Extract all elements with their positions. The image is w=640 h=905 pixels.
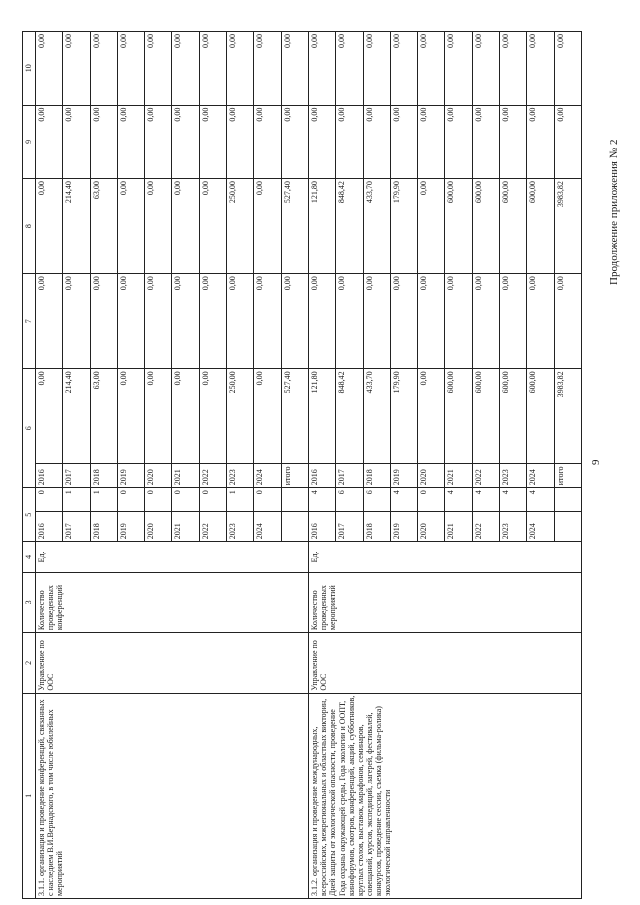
funding-year: 2024 <box>254 464 281 488</box>
regional-budget: 527,40 <box>281 179 308 274</box>
other-sources: 0,00 <box>527 32 554 106</box>
funding-total: 527,40 <box>281 369 308 464</box>
local-budget: 0,00 <box>227 105 254 179</box>
local-budget: 0,00 <box>254 105 281 179</box>
responsible-body: Управление по ООС <box>36 633 309 694</box>
header-cell: 9 <box>23 105 36 179</box>
funding-total: 600,00 <box>527 369 554 464</box>
table-row <box>308 32 335 899</box>
indicator-value: 0 <box>172 488 199 512</box>
funding-total: 600,00 <box>472 369 499 464</box>
regional-budget: 0,00 <box>117 179 144 274</box>
federal-budget: 0,00 <box>500 274 527 369</box>
indicator-year: 2019 <box>117 512 144 542</box>
funding-total: 0,00 <box>172 369 199 464</box>
indicator-year: 2022 <box>199 512 226 542</box>
federal-budget: 0,00 <box>63 274 90 369</box>
federal-budget: 0,00 <box>554 274 581 369</box>
funding-year: 2016 <box>36 464 63 488</box>
header-row <box>23 32 36 899</box>
regional-budget: 0,00 <box>199 179 226 274</box>
federal-budget: 0,00 <box>390 274 417 369</box>
local-budget: 0,00 <box>554 105 581 179</box>
federal-budget: 0,00 <box>336 274 363 369</box>
other-sources: 0,00 <box>63 32 90 106</box>
regional-budget: 0,00 <box>418 179 445 274</box>
indicator-name: Количество проведенных мероприятий <box>308 572 581 633</box>
local-budget: 0,00 <box>418 105 445 179</box>
federal-budget: 0,00 <box>472 274 499 369</box>
local-budget: 0,00 <box>63 105 90 179</box>
funding-total: 600,00 <box>445 369 472 464</box>
funding-year: 2017 <box>336 464 363 488</box>
regional-budget: 0,00 <box>145 179 172 274</box>
funding-total: 3983,82 <box>554 369 581 464</box>
indicator-year: 2016 <box>36 512 63 542</box>
regional-budget: 600,00 <box>472 179 499 274</box>
indicator-value: 1 <box>63 488 90 512</box>
indicator-value: 4 <box>500 488 527 512</box>
federal-budget: 0,00 <box>90 274 117 369</box>
regional-budget: 63,00 <box>90 179 117 274</box>
other-sources: 0,00 <box>227 32 254 106</box>
local-budget: 0,00 <box>500 105 527 179</box>
indicator-name: Количество проведенных конференций <box>36 572 309 633</box>
indicator-year: 2022 <box>472 512 499 542</box>
funding-year: 2022 <box>472 464 499 488</box>
local-budget: 0,00 <box>145 105 172 179</box>
indicator-year: 2017 <box>336 512 363 542</box>
indicator-year: 2019 <box>390 512 417 542</box>
funding-year: 2023 <box>227 464 254 488</box>
funding-year: 2018 <box>363 464 390 488</box>
header-cell: 5 <box>23 488 36 542</box>
local-budget: 0,00 <box>363 105 390 179</box>
local-budget: 0,00 <box>172 105 199 179</box>
regional-budget: 179,90 <box>390 179 417 274</box>
funding-total: 0,00 <box>36 369 63 464</box>
indicator-value: 4 <box>308 488 335 512</box>
other-sources: 0,00 <box>390 32 417 106</box>
funding-year: 2020 <box>418 464 445 488</box>
indicator-year: 2024 <box>527 512 554 542</box>
funding-year: 2020 <box>145 464 172 488</box>
federal-budget: 0,00 <box>281 274 308 369</box>
federal-budget: 0,00 <box>418 274 445 369</box>
indicator-year: 2016 <box>308 512 335 542</box>
funding-total: 63,00 <box>90 369 117 464</box>
header-cell: 8 <box>23 179 36 274</box>
funding-year: 2019 <box>117 464 144 488</box>
funding-total: 433,70 <box>363 369 390 464</box>
local-budget: 0,00 <box>117 105 144 179</box>
indicator-value: 4 <box>527 488 554 512</box>
header-cell: 6 <box>23 369 36 488</box>
regional-budget: 214,40 <box>63 179 90 274</box>
regional-budget: 848,42 <box>336 179 363 274</box>
funding-year: 2017 <box>63 464 90 488</box>
table-row <box>36 32 63 899</box>
indicator-value: 6 <box>363 488 390 512</box>
page-number: 9 <box>590 459 602 465</box>
regional-budget: 250,00 <box>227 179 254 274</box>
federal-budget: 0,00 <box>145 274 172 369</box>
funding-total: 179,90 <box>390 369 417 464</box>
other-sources: 0,00 <box>254 32 281 106</box>
indicator-value: 0 <box>254 488 281 512</box>
unit: Ед. <box>36 542 309 572</box>
funding-year: 2021 <box>172 464 199 488</box>
funding-total: 600,00 <box>500 369 527 464</box>
other-sources: 0,00 <box>554 32 581 106</box>
federal-budget: 0,00 <box>363 274 390 369</box>
funding-total: 0,00 <box>199 369 226 464</box>
local-budget: 0,00 <box>472 105 499 179</box>
total-label: итого <box>554 464 581 488</box>
funding-total: 121,80 <box>308 369 335 464</box>
unit: Ед. <box>308 542 581 572</box>
other-sources: 0,00 <box>445 32 472 106</box>
indicator-year: 2021 <box>445 512 472 542</box>
local-budget: 0,00 <box>527 105 554 179</box>
funding-total: 0,00 <box>418 369 445 464</box>
indicator-value: 1 <box>227 488 254 512</box>
empty-cell <box>281 512 308 542</box>
federal-budget: 0,00 <box>445 274 472 369</box>
continuation-title: Продолжение приложения № 2 <box>608 139 620 285</box>
header-cell: 4 <box>23 542 36 572</box>
program-table <box>22 31 582 899</box>
indicator-year: 2020 <box>145 512 172 542</box>
local-budget: 0,00 <box>445 105 472 179</box>
activity-description: 3.1.1. организация и проведение конференций, связанных с наследием В.И.Вернадского, в том числе юбилейных мероприятий <box>36 693 309 898</box>
federal-budget: 0,00 <box>199 274 226 369</box>
other-sources: 0,00 <box>336 32 363 106</box>
indicator-year: 2018 <box>363 512 390 542</box>
regional-budget: 600,00 <box>527 179 554 274</box>
federal-budget: 0,00 <box>227 274 254 369</box>
empty-cell <box>554 488 581 512</box>
funding-year: 2016 <box>308 464 335 488</box>
indicator-value: 4 <box>472 488 499 512</box>
funding-total: 0,00 <box>145 369 172 464</box>
indicator-year: 2020 <box>418 512 445 542</box>
funding-total: 0,00 <box>254 369 281 464</box>
header-cell: 3 <box>23 572 36 633</box>
indicator-value: 4 <box>390 488 417 512</box>
local-budget: 0,00 <box>36 105 63 179</box>
indicator-value: 1 <box>90 488 117 512</box>
local-budget: 0,00 <box>90 105 117 179</box>
total-label: итого <box>281 464 308 488</box>
indicator-value: 0 <box>199 488 226 512</box>
other-sources: 0,00 <box>117 32 144 106</box>
indicator-value: 0 <box>418 488 445 512</box>
funding-total: 0,00 <box>117 369 144 464</box>
local-budget: 0,00 <box>308 105 335 179</box>
local-budget: 0,00 <box>199 105 226 179</box>
funding-year: 2018 <box>90 464 117 488</box>
header-cell: 1 <box>23 693 36 898</box>
regional-budget: 121,80 <box>308 179 335 274</box>
indicator-year: 2021 <box>172 512 199 542</box>
indicator-value: 0 <box>145 488 172 512</box>
funding-year: 2023 <box>500 464 527 488</box>
federal-budget: 0,00 <box>254 274 281 369</box>
regional-budget: 433,70 <box>363 179 390 274</box>
regional-budget: 3983,82 <box>554 179 581 274</box>
indicator-value: 0 <box>36 488 63 512</box>
header-cell: 2 <box>23 633 36 694</box>
indicator-year: 2023 <box>500 512 527 542</box>
funding-total: 214,40 <box>63 369 90 464</box>
indicator-year: 2024 <box>254 512 281 542</box>
empty-cell <box>554 512 581 542</box>
activity-description: 3.1.2. организация и проведение международных, всероссийских, межрегиональных и областных викторин, Дней защиты от экологической опасности, проведение Года охраны окружающей среды, Года экологии и ООПТ, кинофорумов, смотров, конференций, акций, субботников, круглых столов, выставок, марафонов, семинаров, совещаний, курсов, экспедиций, лагерей, фестивалей, конкурсов, проведение сессии, съемка (фильма-ролика) экологической направленности <box>308 693 581 898</box>
federal-budget: 0,00 <box>172 274 199 369</box>
federal-budget: 0,00 <box>36 274 63 369</box>
other-sources: 0,00 <box>145 32 172 106</box>
responsible-body: Управление по ООС <box>308 633 581 694</box>
indicator-value: 6 <box>336 488 363 512</box>
other-sources: 0,00 <box>500 32 527 106</box>
header-cell: 10 <box>23 32 36 106</box>
regional-budget: 600,00 <box>500 179 527 274</box>
other-sources: 0,00 <box>199 32 226 106</box>
indicator-value: 0 <box>117 488 144 512</box>
other-sources: 0,00 <box>418 32 445 106</box>
funding-year: 2019 <box>390 464 417 488</box>
indicator-year: 2023 <box>227 512 254 542</box>
other-sources: 0,00 <box>363 32 390 106</box>
indicator-year: 2018 <box>90 512 117 542</box>
other-sources: 0,00 <box>90 32 117 106</box>
regional-budget: 0,00 <box>172 179 199 274</box>
federal-budget: 0,00 <box>527 274 554 369</box>
funding-total: 848,42 <box>336 369 363 464</box>
funding-year: 2024 <box>527 464 554 488</box>
federal-budget: 0,00 <box>308 274 335 369</box>
other-sources: 0,00 <box>472 32 499 106</box>
other-sources: 0,00 <box>172 32 199 106</box>
other-sources: 0,00 <box>308 32 335 106</box>
federal-budget: 0,00 <box>117 274 144 369</box>
local-budget: 0,00 <box>336 105 363 179</box>
header-cell: 7 <box>23 274 36 369</box>
funding-year: 2022 <box>199 464 226 488</box>
funding-year: 2021 <box>445 464 472 488</box>
local-budget: 0,00 <box>390 105 417 179</box>
indicator-year: 2017 <box>63 512 90 542</box>
other-sources: 0,00 <box>36 32 63 106</box>
regional-budget: 0,00 <box>254 179 281 274</box>
local-budget: 0,00 <box>281 105 308 179</box>
regional-budget: 0,00 <box>36 179 63 274</box>
other-sources: 0,00 <box>281 32 308 106</box>
indicator-value: 4 <box>445 488 472 512</box>
funding-total: 250,00 <box>227 369 254 464</box>
empty-cell <box>281 488 308 512</box>
regional-budget: 600,00 <box>445 179 472 274</box>
